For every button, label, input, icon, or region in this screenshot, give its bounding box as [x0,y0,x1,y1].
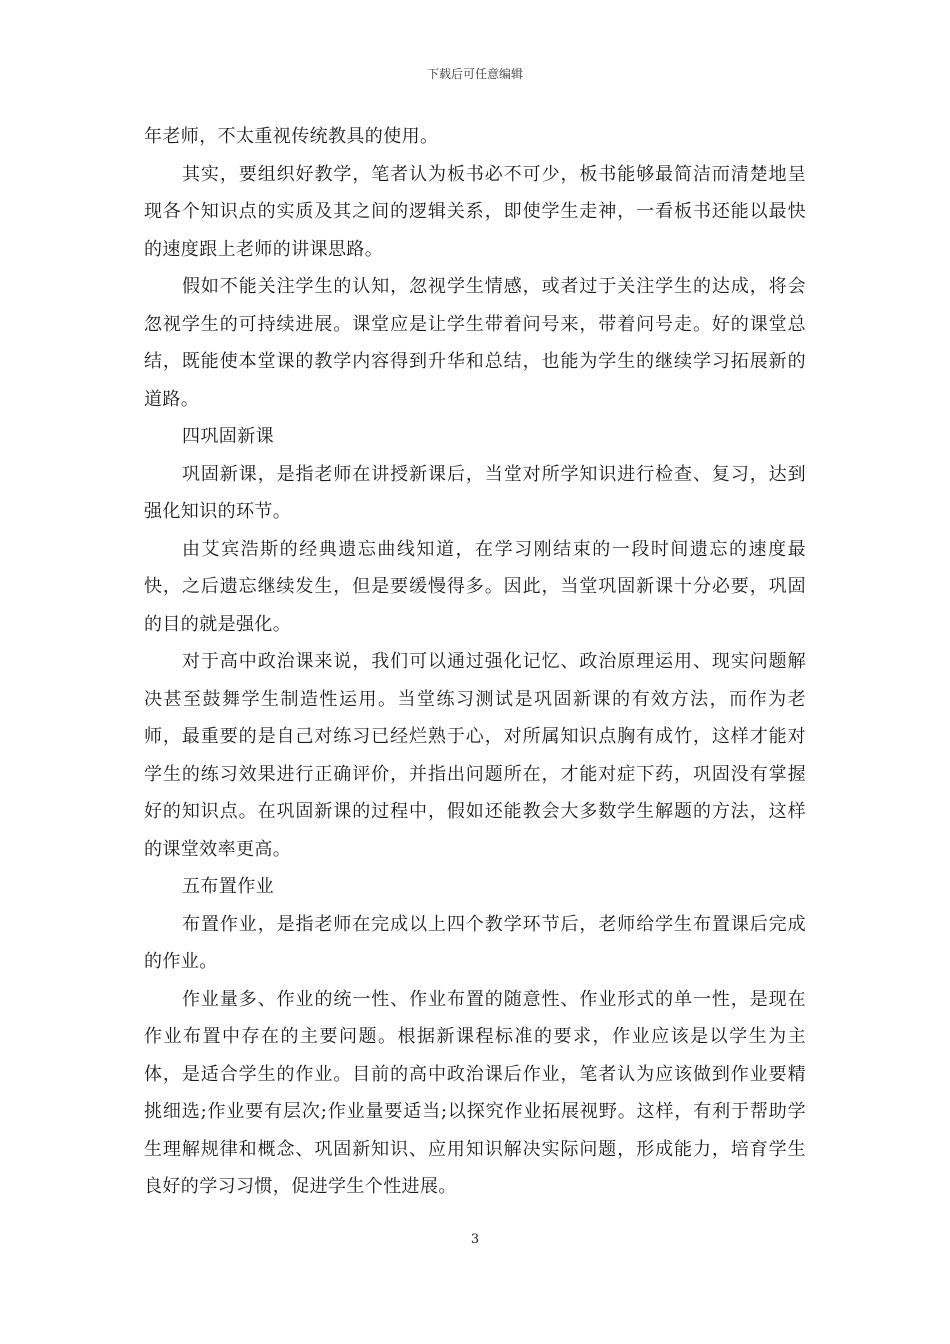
page-number: 3 [470,1232,480,1247]
paragraph-10: 作业量多、作业的统一性、作业布置的随意性、作业形式的单一性，是现在作业布置中存在的主要问题。根据新课程标准的要求，作业应该是以学生为主体，是适合学生的作业。目前的高中政治课后作业，笔者认为应该做到作业要精挑细选;作业要有层次;作业量要适当;以探究作业拓展视野。这样，有利于帮助学生理解规律和概念、巩固新知识、应用知识解决实际问题，形成能力，培育学生良好的学习习惯，促进学生个性进展。 [144,988,806,1197]
section-heading-4: 四巩固新课 [182,426,274,447]
paragraph-6: 由艾宾浩斯的经典遗忘曲线知道，在学习刚结束的一段时间遗忘的速度最快，之后遗忘继续发生，但是要缓慢得多。因此，当堂巩固新课十分必要，巩固的目的就是强化。 [144,538,806,635]
paragraph-7: 对于高中政治课来说，我们可以通过强化记忆、政治原理运用、现实问题解决甚至鼓舞学生制造性运用。当堂练习测试是巩固新课的有效方法，而作为老师，最重要的是自己对练习已经烂熟于心，对所属知识点胸有成竹，这样才能对学生的练习效果进行正确评价，并指出问题所在，才能对症下药，巩固没有掌握好的知识点。在巩固新课的过程中，假如还能教会大多数学生解题的方法，这样的课堂效率更高。 [144,651,806,860]
paragraph-3: 假如不能关注学生的认知，忽视学生情感，或者过于关注学生的达成，将会忽视学生的可持续进展。课堂应是让学生带着问号来，带着问号走。好的课堂总结，既能使本堂课的教学内容得到升华和总结，也能为学生的继续学习拓展新的道路。 [144,276,806,410]
page-header: 下载后可任意编辑 [426,67,523,81]
section-heading-5: 五布置作业 [182,876,274,897]
paragraph-2: 其实，要组织好教学，笔者认为板书必不可少，板书能够最简洁而清楚地呈现各个知识点的实质及其之间的逻辑关系，即使学生走神，一看板书还能以最快的速度跟上老师的讲课思路。 [144,163,806,260]
paragraph-5: 巩固新课，是指老师在讲授新课后，当堂对所学知识进行检查、复习，达到强化知识的环节。 [144,463,806,522]
document-body [144,118,806,1206]
paragraph-1: 年老师，不太重视传统教具的使用。 [144,126,439,147]
paragraph-9: 布置作业，是指老师在完成以上四个教学环节后，老师给学生布置课后完成的作业。 [144,913,806,972]
